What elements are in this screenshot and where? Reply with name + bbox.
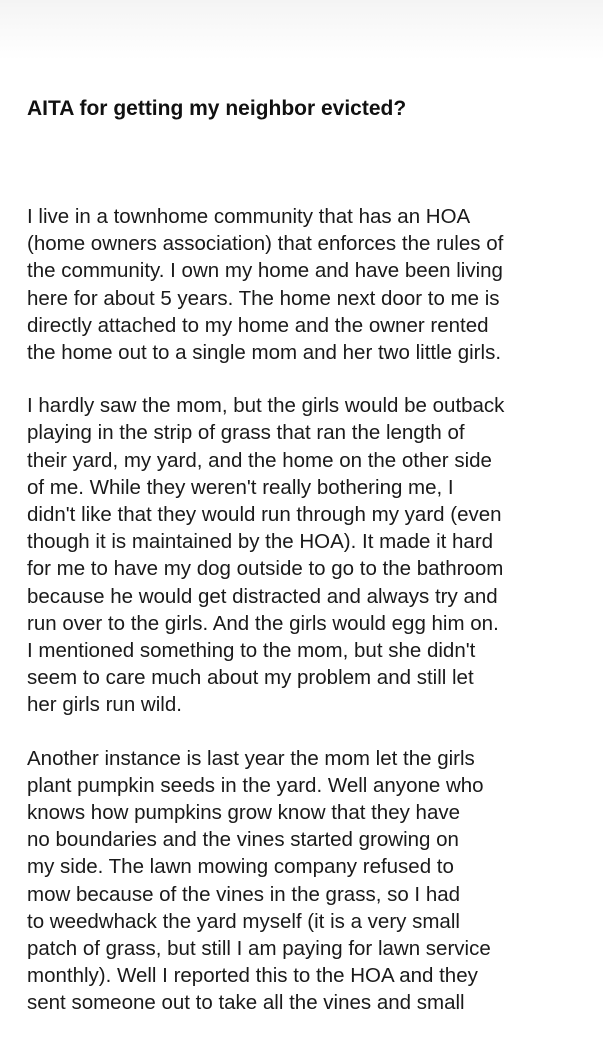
top-shade <box>0 0 603 60</box>
post-paragraph-1: I live in a townhome community that has an HOA (home owners association) that enforces the rules of the community. I own my home and have been living here for about 5 years. The home next door to me is directly attached to my home and the owner rented the home out to a single mom and her two little girls. <box>27 205 504 365</box>
post-paragraph-2: I hardly saw the mom, but the girls would be outback playing in the strip of grass that ran the length of their yard, my yard, and the home on the other side of me. While they weren't really bothering me, I didn't like that they would run through my yard (even though it is maintained by the HOA). It made it hard for me to have my dog outside to go to the bathroom because he would get distracted and always try and run over to the girls. And the girls would egg him on. I mentioned something to the mom, but she didn't seem to care much about my problem and still let her girls run wild. <box>27 394 505 717</box>
post-paragraph-3: Another instance is last year the mom let the girls plant pumpkin seeds in the yard. Well anyone who knows how pumpkins grow know that they have no boundaries and the vines started growing on my side. The lawn mowing company refused to mow because of the vines in the grass, so I had to weedwhack the yard myself (it is a very small patch of grass, but still I am paying for lawn service monthly). Well I reported this to the HOA and they sent someone out to take all the vines and small <box>27 746 491 1015</box>
post-body <box>27 203 592 1043</box>
post-title: AITA for getting my neighbor evicted? <box>27 97 407 120</box>
